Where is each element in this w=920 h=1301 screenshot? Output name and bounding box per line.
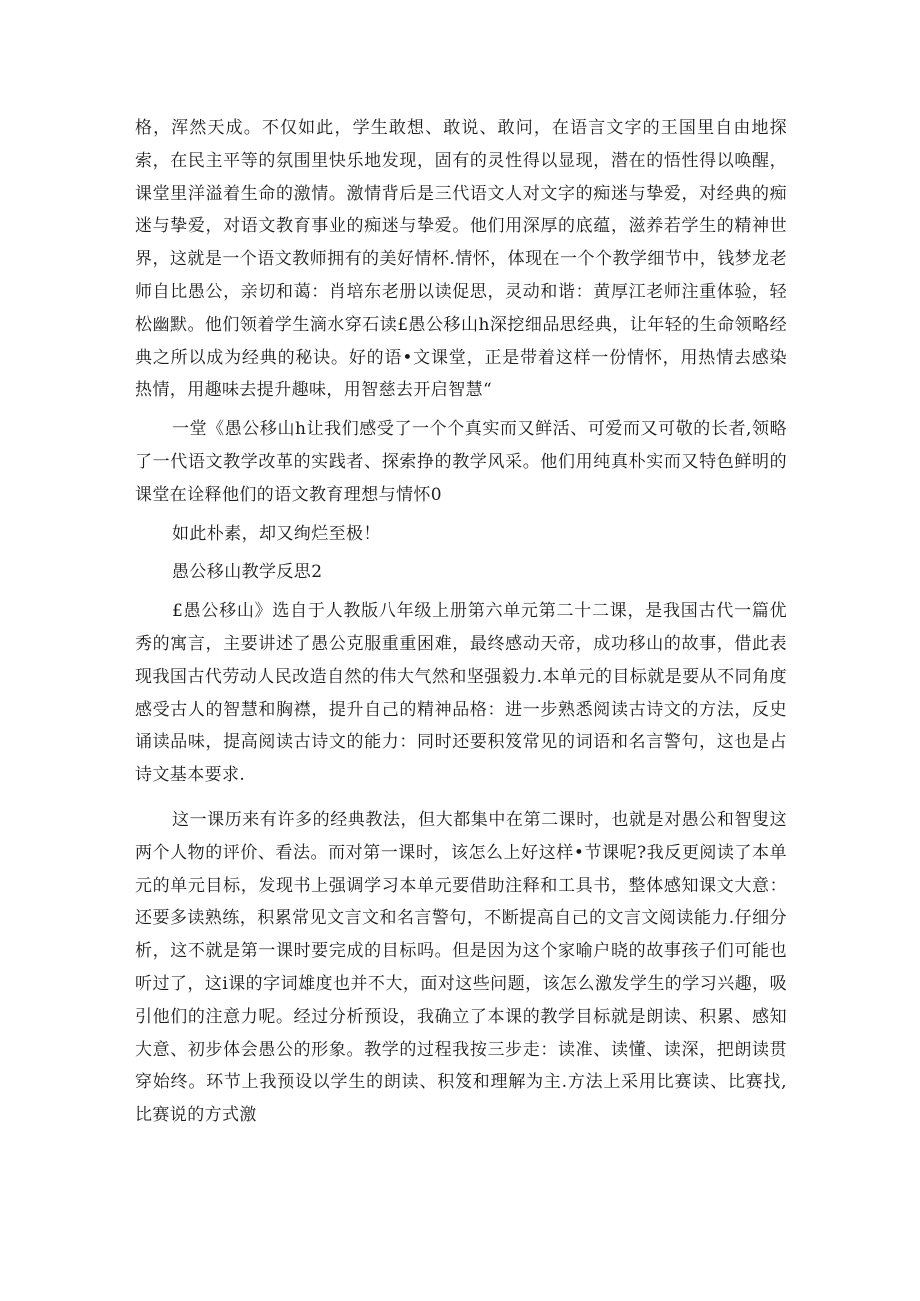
paragraph-3: 如此朴素，却又绚烂至极！ xyxy=(172,523,381,544)
paragraph-4: £愚公移山》选自于人教版八年级上册第六单元第二十二课，是我国古代一篇优秀的寓言，主要讲述了愚公克服重重困难，最终感动天帝，成功移山的故事，借此表现我国古代劳动人民改造自然的伟大气然和坚强毅力.本单元的目标就是要从不同角度感受古人的智慧和胸襟，提升自己的精神品格：进一步熟悉阅读古诗文的方法，反史诵读品味，提高阅读古诗文的能力：同时还要积笈常见的词语和名言警句，这也是占诗文基本要求. xyxy=(135,601,787,786)
paragraph-5: 这一课历来有许多的经典教法，但大都集中在第二课时，也就是对愚公和智叟这两个人物的评价、看法。而对第一课时，该怎么上好这样•节课呢?我反更阅读了本单元的单元目标，发现书上强调学习本单元要借助注释和工具书，整体感知课文大意：还要多读熟练，积累常见文言文和名言警句，不断提高自己的文言文阅读能力.仔细分析，这不就是第一课时要完成的目标吗。但是因为这个家喻户晓的故事孩子们可能也听过了，这i课的字词雄度也并不大，面对这些问题，该怎么激发学生的学习兴趣，吸引他们的注意力呢。经过分析预设，我确立了本课的教学目标就是朗读、积累、感知大意、初步体会愚公的形象。教学的过程我按三步走：读准、读懂、读深，把朗读贯穿始终。环节上我预设以学生的朗读、积笈和理解为主.方法上采用比赛读、比赛找,比赛说的方式激 xyxy=(135,809,787,1126)
document-body xyxy=(135,112,787,1132)
section-heading: 愚公移山教学反思2 xyxy=(172,562,323,583)
paragraph-1: 格，浑然天成。不仅如此，学生敢想、敢说、敢问，在语言文字的王国里自由地探索，在民主平等的氛围里快乐地发现，固有的灵性得以显现，潜在的悟性得以唤醒，课堂里洋溢着生命的激情。激情背后是三代语文人对文字的痴迷与挚爱，对经典的痴迷与挚爱，对语文教育事业的痴迷与挚爱。他们用深厚的底蕴，滋养若学生的精神世界，这就是一个语文教师拥有的美好情杯.情怀，体现在一个个教学细节中，钱梦龙老师自比愚公，亲切和蔼：肖培东老册以读促思，灵动和谐：黄厚江老师注重体验，轻松幽默。他们领着学生滴水穿石读£愚公移山h深挖细品思经典，让年轻的生命领略经典之所以成为经典的秘诀。好的语•文课堂，正是带着这样一份情怀，用热情去感染热情，用趣味去提升趣味，用智慈去开启智慧“ xyxy=(135,118,787,401)
paragraph-2: 一堂《愚公移山h让我们感受了一个个真实而又鲜活、可爱而又可敬的长者,领略了一代语文教学改革的实践者、探索挣的教学风采。他们用纯真朴实而又特色鲜明的课堂在诠释他们的语文教育理想与情怀0 xyxy=(135,419,787,505)
